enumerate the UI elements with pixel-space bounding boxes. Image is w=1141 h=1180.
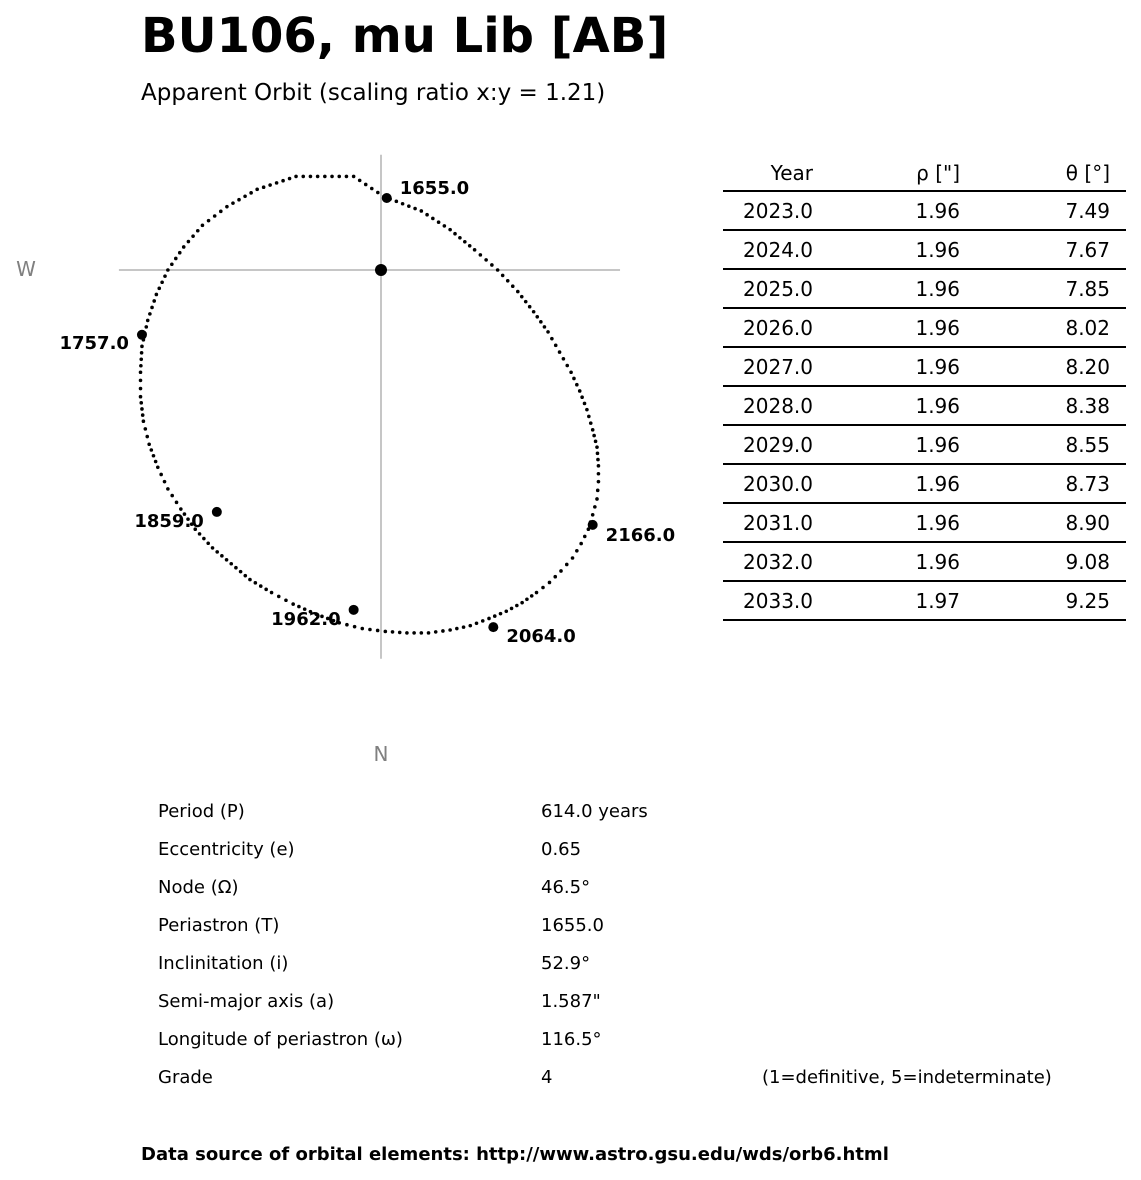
- orbit-point: [364, 183, 368, 187]
- orbit-point: [585, 408, 589, 412]
- orbit-point: [562, 357, 566, 361]
- element-label: Periastron (T): [158, 915, 280, 936]
- orbit-point: [515, 604, 519, 608]
- orbit-point: [479, 253, 483, 257]
- rho-cell: 1.97: [915, 588, 960, 613]
- theta-cell: 8.55: [1065, 432, 1110, 457]
- orbit-point: [337, 175, 341, 179]
- orbit-point: [345, 623, 349, 627]
- rho-cell: 1.96: [915, 354, 960, 379]
- orbit-point: [596, 452, 600, 456]
- orbit-point: [539, 320, 543, 324]
- orbit-point: [462, 625, 466, 629]
- orbit-point: [434, 630, 438, 634]
- orbit-point: [431, 217, 435, 221]
- orbit-point: [139, 357, 143, 361]
- orbit-point: [597, 480, 601, 484]
- orbit-point: [516, 290, 520, 294]
- rho-cell: 1.96: [915, 510, 960, 535]
- orbit-point: [413, 207, 417, 211]
- orbit-point: [463, 240, 467, 244]
- orbit-point: [353, 625, 357, 629]
- north-axis-label: N: [373, 742, 389, 766]
- orbit-point: [140, 407, 144, 411]
- epoch-label: 1962.0: [271, 608, 341, 630]
- orbit-point: [458, 236, 462, 240]
- page-title: BU106, mu Lib [AB]: [141, 8, 669, 64]
- element-value: 614.0 years: [541, 801, 648, 822]
- orbit-point: [139, 401, 143, 405]
- ephemeris-row: [723, 192, 1126, 231]
- ephemeris-row: [723, 309, 1126, 348]
- epoch-label: 1757.0: [59, 332, 129, 354]
- orbit-point: [139, 370, 143, 374]
- orbit-point: [405, 631, 409, 635]
- orbit-point: [579, 542, 583, 546]
- year-cell: 2029.0: [743, 432, 813, 457]
- orbit-point: [572, 377, 576, 381]
- orbit-point: [281, 179, 285, 183]
- epoch-label: 2166.0: [605, 524, 676, 546]
- ephemeris-header-row: [723, 155, 1126, 192]
- orbit-point: [535, 315, 539, 319]
- orbit-point: [596, 458, 600, 462]
- orbit-point: [496, 268, 500, 272]
- orbit-point: [148, 312, 152, 316]
- grade-note: (1=definitive, 5=indeterminate): [762, 1067, 1052, 1088]
- orbit-point: [565, 563, 569, 567]
- orbit-point: [484, 258, 488, 262]
- ephemeris-row: [723, 465, 1126, 504]
- orbit-point: [493, 614, 497, 618]
- orbit-point: [323, 175, 327, 179]
- orbit-point: [225, 558, 229, 562]
- element-value: 1655.0: [541, 915, 604, 936]
- orbit-point: [174, 257, 178, 261]
- theta-cell: 8.20: [1065, 354, 1110, 379]
- orbit-point: [532, 310, 536, 314]
- orbit-point: [234, 566, 238, 570]
- orbit-point: [501, 274, 505, 278]
- orbit-point: [144, 427, 148, 431]
- orbit-point: [213, 214, 217, 218]
- orbit-point: [154, 460, 158, 464]
- orbit-point: [166, 268, 170, 272]
- year-cell: 2024.0: [743, 237, 813, 262]
- orbit-point: [453, 232, 457, 236]
- orbit-point: [170, 262, 174, 266]
- orbit-point: [145, 435, 149, 439]
- orbit-point: [583, 535, 587, 539]
- ephemeris-table: [723, 155, 1126, 621]
- orbit-point: [239, 570, 243, 574]
- year-cell: 2026.0: [743, 315, 813, 340]
- ephemeris-row: [723, 231, 1126, 270]
- orbit-point: [159, 473, 163, 477]
- element-label: Eccentricity (e): [158, 839, 295, 860]
- element-value: 46.5°: [541, 877, 591, 898]
- orbit-point: [437, 220, 441, 224]
- orbit-point: [420, 631, 424, 635]
- orbit-point: [141, 413, 145, 417]
- orbit-point: [528, 305, 532, 309]
- orbit-point: [548, 581, 552, 585]
- orbit-point: [506, 279, 510, 283]
- orbit-point: [546, 330, 550, 334]
- epoch-marker: [212, 507, 222, 517]
- orbit-point: [535, 591, 539, 595]
- epoch-marker: [488, 622, 498, 632]
- orbit-point: [207, 219, 211, 223]
- epoch-label: 2064.0: [506, 626, 576, 648]
- orbit-point: [597, 464, 601, 468]
- orbit-point: [558, 350, 562, 354]
- orbit-point: [511, 284, 515, 288]
- orbit-point: [275, 181, 279, 185]
- orbit-point: [140, 345, 144, 349]
- orbit-point: [468, 244, 472, 248]
- orbit-point: [481, 619, 485, 623]
- orbit-point: [591, 428, 595, 432]
- orbit-point: [146, 319, 150, 323]
- orbit-point: [583, 402, 587, 406]
- orbit-point: [170, 494, 174, 498]
- orbit-point: [412, 631, 416, 635]
- orbit-point: [152, 299, 156, 303]
- orbit-point: [358, 179, 362, 183]
- epoch-marker: [588, 520, 598, 530]
- orbit-point: [316, 175, 320, 179]
- orbit-point: [249, 191, 253, 195]
- rho-cell: 1.96: [915, 198, 960, 223]
- orbit-point: [262, 185, 266, 189]
- orbit-point: [225, 205, 229, 209]
- orbit-point: [510, 607, 514, 611]
- epoch-label: 1859.0: [134, 510, 204, 532]
- orbit-point: [425, 213, 429, 217]
- orbit-point: [202, 537, 206, 541]
- orbit-point: [593, 505, 597, 509]
- element-value: 1.587": [541, 991, 601, 1012]
- orbit-point: [370, 187, 374, 191]
- orbit-point: [407, 204, 411, 208]
- epoch-label: 1655.0: [399, 178, 470, 199]
- orbit-point: [206, 541, 210, 545]
- theta-cell: 8.73: [1065, 471, 1110, 496]
- orbit-point: [156, 465, 160, 469]
- orbit-point: [264, 588, 268, 592]
- orbit-point: [139, 395, 143, 399]
- orbit-point: [142, 419, 146, 423]
- theta-cell: 7.67: [1065, 237, 1110, 262]
- orbit-point: [198, 532, 202, 536]
- data-source-note: Data source of orbital elements: http://www.astro.gsu.edu/wds/orb6.html: [141, 1144, 889, 1165]
- theta-cell: 9.08: [1065, 549, 1110, 574]
- orbit-point: [524, 300, 528, 304]
- year-cell: 2023.0: [743, 198, 813, 223]
- ephemeris-row: [723, 504, 1126, 543]
- rho-cell: 1.96: [915, 471, 960, 496]
- orbit-point: [291, 602, 295, 606]
- year-cell: 2032.0: [743, 549, 813, 574]
- orbit-point: [455, 627, 459, 631]
- chart-subtitle: Apparent Orbit (scaling ratio x:y = 1.21): [141, 80, 606, 106]
- orbit-point: [147, 442, 151, 446]
- orbit-point: [352, 175, 356, 179]
- orbit-point: [163, 480, 167, 484]
- year-column-header: Year: [770, 160, 813, 185]
- orbit-point: [182, 245, 186, 249]
- orbit-point: [166, 487, 170, 491]
- year-cell: 2025.0: [743, 276, 813, 301]
- orbit-point: [595, 497, 599, 501]
- element-label: Semi-major axis (a): [158, 991, 335, 1012]
- year-cell: 2028.0: [743, 393, 813, 418]
- orbit-point: [401, 202, 405, 206]
- ephemeris-row: [723, 543, 1126, 582]
- orbit-point: [559, 569, 563, 573]
- orbit-point: [243, 194, 247, 198]
- orbit-point: [589, 421, 593, 425]
- orbit-point: [578, 389, 582, 393]
- rho-cell: 1.96: [915, 237, 960, 262]
- orbit-point: [376, 629, 380, 633]
- year-cell: 2033.0: [743, 588, 813, 613]
- orbit-point: [255, 188, 259, 192]
- orbit-point: [360, 627, 364, 631]
- orbit-point: [530, 594, 534, 598]
- year-cell: 2031.0: [743, 510, 813, 535]
- orbit-point: [398, 631, 402, 635]
- orbit-point: [525, 597, 529, 601]
- orbit-point: [201, 224, 205, 228]
- ephemeris-row: [723, 387, 1126, 426]
- theta-cell: 7.85: [1065, 276, 1110, 301]
- orbit-point: [587, 415, 591, 419]
- orbit-point: [420, 209, 424, 213]
- rho-cell: 1.96: [915, 315, 960, 340]
- orbit-point: [237, 198, 241, 202]
- orbit-point: [140, 351, 144, 355]
- orbit-point: [575, 549, 579, 553]
- orbit-point: [543, 325, 547, 329]
- orbit-point: [215, 550, 219, 554]
- orbit-point: [565, 364, 569, 368]
- orbit-point: [443, 224, 447, 228]
- orbit-point: [475, 621, 479, 625]
- element-value: 116.5°: [541, 1029, 602, 1050]
- orbit-point: [487, 617, 491, 621]
- orbit-point: [294, 175, 298, 179]
- epoch-marker: [382, 193, 392, 203]
- orbit-point: [152, 454, 156, 458]
- orbit-point: [575, 383, 579, 387]
- element-label: Period (P): [158, 801, 245, 822]
- epoch-marker: [137, 330, 147, 340]
- orbit-point: [441, 629, 445, 633]
- orbit-point: [178, 251, 182, 255]
- orbit-point: [160, 280, 164, 284]
- orbit-point: [553, 575, 557, 579]
- west-axis-label: W: [16, 257, 36, 281]
- orbit-point: [211, 546, 215, 550]
- orbit-point: [468, 624, 472, 628]
- orbit-point: [301, 175, 305, 179]
- ephemeris-row: [723, 270, 1126, 309]
- element-value: 4: [541, 1067, 553, 1088]
- orbit-point: [384, 630, 388, 634]
- orbit-point: [270, 591, 274, 595]
- orbit-point: [150, 448, 154, 452]
- orbit-point: [155, 293, 159, 297]
- theta-cell: 8.02: [1065, 315, 1110, 340]
- orbit-point: [196, 229, 200, 233]
- theta-cell: 7.49: [1065, 198, 1110, 223]
- ephemeris-row: [723, 348, 1126, 387]
- orbit-point: [284, 598, 288, 602]
- element-value: 0.65: [541, 839, 582, 860]
- orbit-point: [157, 287, 161, 291]
- orbit-point: [345, 175, 349, 179]
- theta-cell: 8.38: [1065, 393, 1110, 418]
- orbit-point: [571, 556, 575, 560]
- element-label: Node (Ω): [158, 877, 239, 898]
- orbit-point: [368, 628, 372, 632]
- rho-cell: 1.96: [915, 432, 960, 457]
- orbit-point: [139, 379, 143, 383]
- orbit-point: [554, 344, 558, 348]
- year-cell: 2030.0: [743, 471, 813, 496]
- orbit-point: [175, 501, 179, 505]
- orbit-point: [191, 234, 195, 238]
- orbit-point: [596, 489, 600, 493]
- orbit-point: [597, 472, 601, 476]
- orbit-point: [473, 248, 477, 252]
- orbit-point: [163, 274, 167, 278]
- element-label: Grade: [158, 1067, 213, 1088]
- orbit-point: [499, 612, 503, 616]
- element-label: Inclinitation (i): [158, 953, 289, 974]
- theta-cell: 8.90: [1065, 510, 1110, 535]
- orbit-point: [187, 240, 191, 244]
- ephemeris-row: [723, 426, 1126, 465]
- orbit-point: [219, 210, 223, 214]
- epoch-marker: [349, 605, 359, 615]
- orbit-point: [448, 228, 452, 232]
- orbit-point: [231, 201, 235, 205]
- orbit-point: [254, 581, 258, 585]
- orbit-point: [309, 175, 313, 179]
- orbit-point: [277, 595, 281, 599]
- orbit-point: [288, 177, 292, 181]
- orbit-point: [569, 370, 573, 374]
- rho-cell: 1.96: [915, 276, 960, 301]
- orbit-point: [541, 586, 545, 590]
- element-label: Longitude of periastron (ω): [158, 1029, 403, 1050]
- orbit-point: [144, 325, 148, 329]
- orbit-point: [504, 609, 508, 613]
- orbit-point: [220, 554, 224, 558]
- orbit-point: [150, 306, 154, 310]
- theta-cell: 9.25: [1065, 588, 1110, 613]
- orbit-point: [427, 631, 431, 635]
- orbit-chart: [0, 140, 700, 780]
- orbit-point: [376, 191, 380, 195]
- orbit-point: [580, 395, 584, 399]
- orbit-point: [139, 387, 143, 391]
- orbit-point: [229, 562, 233, 566]
- orbit-point: [595, 445, 599, 449]
- orbit-point: [330, 175, 334, 179]
- ephemeris-row: [723, 582, 1126, 621]
- element-value: 52.9°: [541, 953, 591, 974]
- year-cell: 2027.0: [743, 354, 813, 379]
- orbit-point: [268, 183, 272, 187]
- orbit-point: [594, 440, 598, 444]
- orbit-point: [448, 628, 452, 632]
- orbit-point: [550, 337, 554, 341]
- orbit-point: [520, 295, 524, 299]
- rho-cell: 1.96: [915, 549, 960, 574]
- orbit-point: [591, 513, 595, 517]
- rho-column-header: ρ ["]: [916, 160, 960, 185]
- primary-star-marker: [375, 264, 387, 276]
- rho-cell: 1.96: [915, 393, 960, 418]
- orbit-point: [391, 630, 395, 634]
- theta-column-header: θ [°]: [1065, 160, 1110, 185]
- orbit-point: [520, 601, 524, 605]
- orbit-point: [243, 574, 247, 578]
- orbit-point: [248, 578, 252, 582]
- orbit-point: [259, 584, 263, 588]
- orbit-point: [139, 364, 143, 368]
- orbit-point: [395, 200, 399, 204]
- orbit-point: [490, 263, 494, 267]
- orbit-point: [592, 434, 596, 438]
